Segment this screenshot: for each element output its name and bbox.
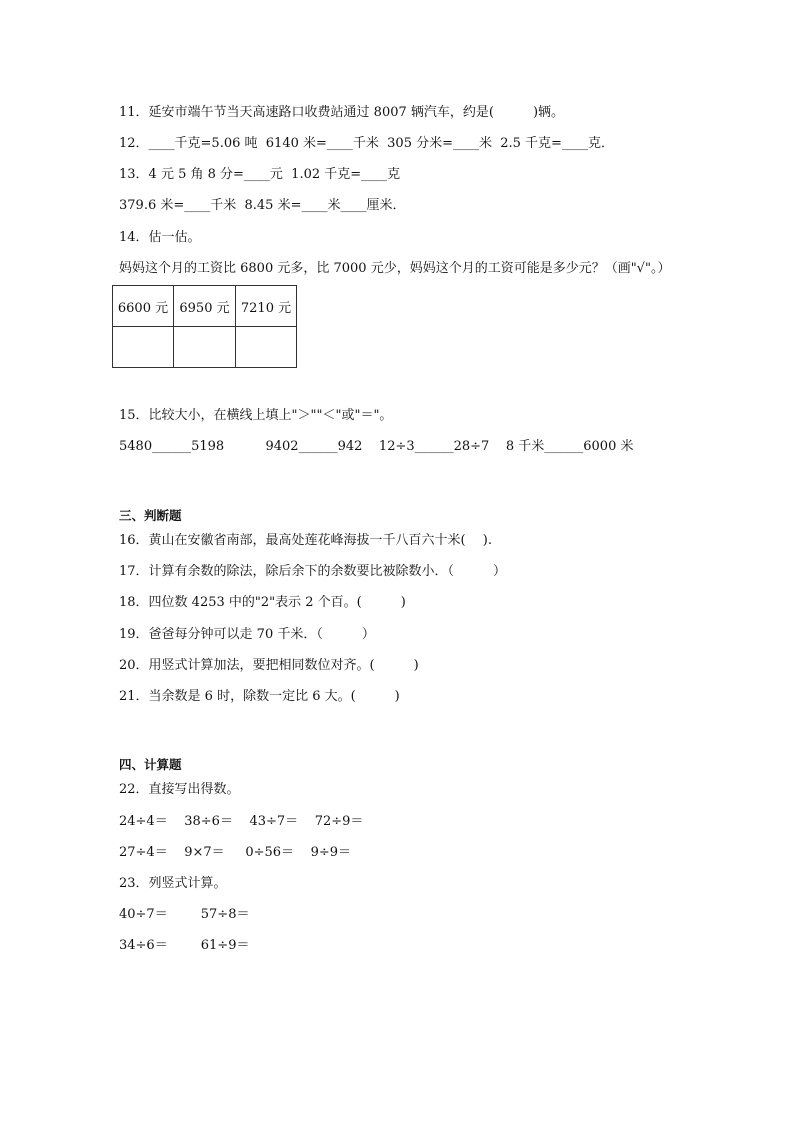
question-23-row-1: 40÷7＝ 57÷8＝ xyxy=(119,907,250,922)
question-11: 11．延安市端午节当天高速路口收费站通过 8007 辆汽车，约是( )辆。 xyxy=(119,105,565,120)
table-row xyxy=(113,327,297,368)
question-15-items: 5480______5198 9402______942 12÷3______28÷7 8 千米______6000 米 xyxy=(119,439,634,454)
question-12: 12．____千克=5.06 吨 6140 米=____千米 305 分米=____米 2.5 千克=____克． xyxy=(119,136,614,151)
question-15: 15．比较大小，在横线上填上"＞""＜"或"＝"。 xyxy=(119,408,393,423)
option-6950: 6950 元 xyxy=(174,286,236,327)
question-13: 13．4 元 5 角 8 分=____元 1.02 千克=____克 xyxy=(119,167,401,182)
answer-cell[interactable] xyxy=(113,327,174,368)
question-18: 18．四位数 4253 中的"2"表示 2 个百。( ) xyxy=(119,595,406,610)
question-14: 14．估一估。 xyxy=(119,230,201,245)
question-19: 19．爸爸每分钟可以走 70 千米．（ ） xyxy=(119,627,375,642)
option-6600: 6600 元 xyxy=(113,286,174,327)
question-23: 23．列竖式计算。 xyxy=(119,876,227,891)
question-22-row-1: 24÷4＝ 38÷6＝ 43÷7＝ 72÷9＝ xyxy=(119,814,364,829)
question-22-row-2: 27÷4＝ 9×7＝ 0÷56＝ 9÷9＝ xyxy=(119,845,352,860)
table-row xyxy=(113,286,297,327)
question-21: 21．当余数是 6 时，除数一定比 6 大。( ) xyxy=(119,689,400,704)
question-17: 17．计算有余数的除法，除后余下的余数要比被除数小．（ ） xyxy=(119,564,507,579)
question-14-text: 妈妈这个月的工资比 6800 元多，比 7000 元少，妈妈这个月的工资可能是多少元？（画"√"。） xyxy=(119,261,671,276)
estimate-table xyxy=(112,285,297,368)
option-7210: 7210 元 xyxy=(236,286,297,327)
question-13-line-2: 379.6 米=____千米 8.45 米=____米____厘米． xyxy=(119,198,406,213)
answer-cell[interactable] xyxy=(236,327,297,368)
question-22: 22．直接写出得数。 xyxy=(119,782,240,797)
section-4-heading: 四、计算题 xyxy=(119,757,182,772)
question-16: 16．黄山在安徽省南部，最高处莲花峰海拔一千八百六十米( ). xyxy=(119,533,492,548)
section-3-heading: 三、判断题 xyxy=(119,508,182,523)
question-20: 20．用竖式计算加法，要把相同数位对齐。( ) xyxy=(119,658,419,673)
question-23-row-2: 34÷6＝ 61÷9＝ xyxy=(119,938,250,953)
answer-cell[interactable] xyxy=(174,327,236,368)
